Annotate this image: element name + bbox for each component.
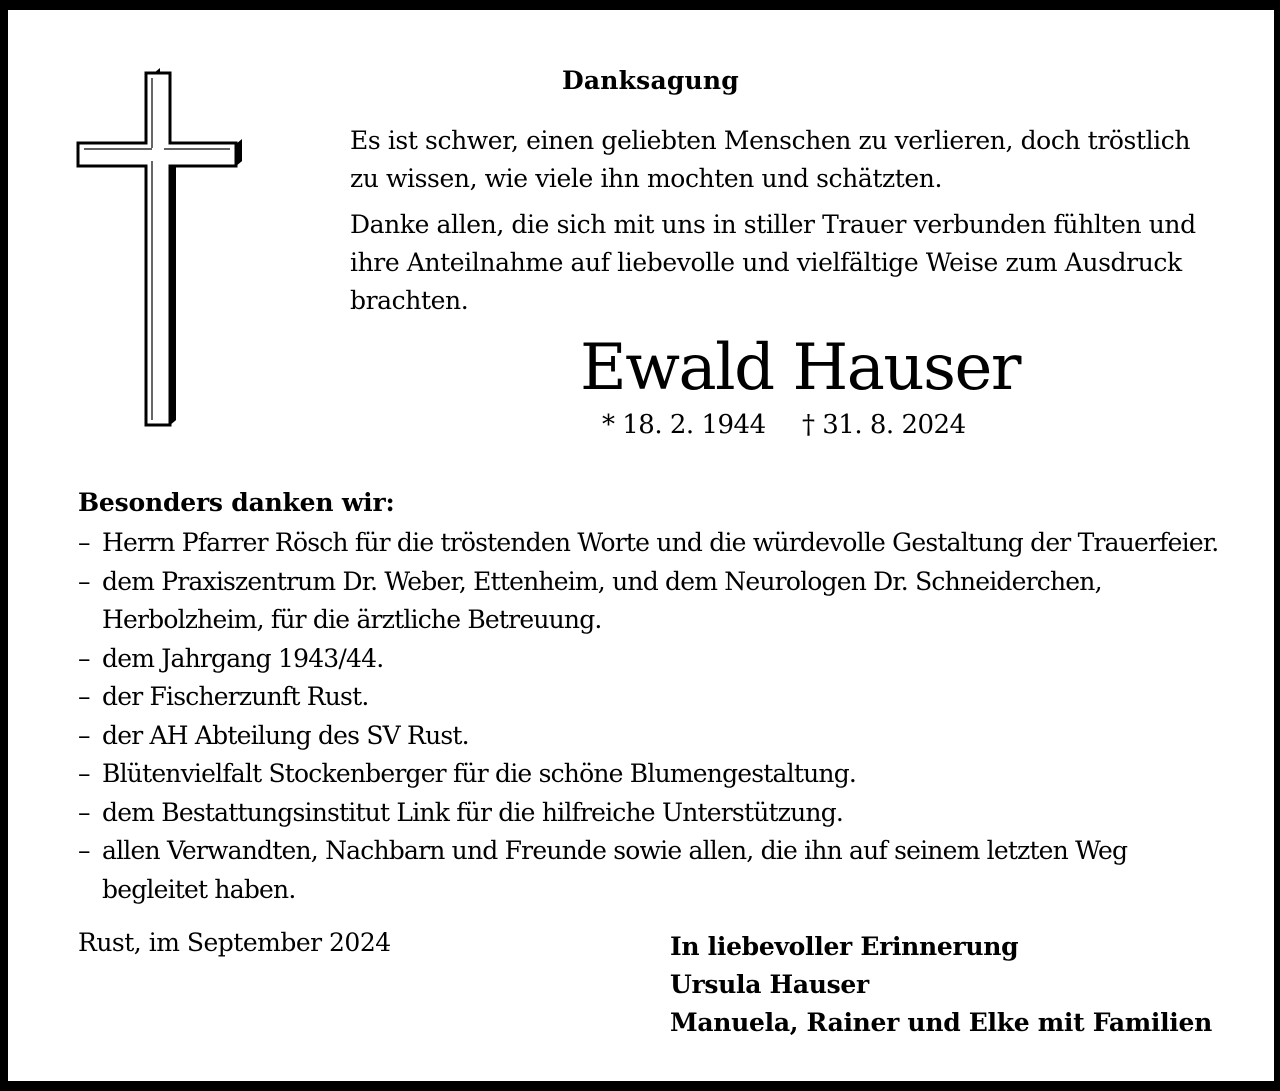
list-item — [78, 678, 1218, 717]
dash-marker: – — [78, 528, 90, 557]
dash-marker: – — [78, 643, 90, 673]
signature-block — [670, 928, 1212, 1042]
thanks-title: Besonders danken wir: — [78, 488, 395, 517]
death-date: † 31. 8. 2024 — [802, 410, 966, 440]
dash-marker: – — [78, 836, 90, 865]
list-item-text: dem Praxiszentrum Dr. Weber, Ettenheim, und dem Neurologen Dr. Schneiderchen, Herbolzheim, für die ärztliche Betreuung. — [102, 566, 1102, 634]
place-date: Rust, im September 2024 — [78, 928, 391, 957]
list-item-text: dem Jahrgang 1943/44. — [102, 643, 384, 673]
dash-marker: – — [78, 682, 90, 711]
list-item-text: Blütenvielfalt Stockenberger für die schöne Blumengestaltung. — [102, 759, 857, 788]
list-item-text: dem Bestattungsinstitut Link für die hilfreiche Unterstützung. — [102, 797, 844, 827]
list-item-text: der Fischerzunft Rust. — [102, 682, 369, 711]
intro-paragraph: Es ist schwer, einen geliebten Menschen zu verlieren, doch tröstlich zu wissen, wie viele ihn mochten und schätzten. — [350, 126, 1191, 193]
heading: Danksagung — [562, 66, 739, 95]
deceased-name: Ewald Hauser — [580, 331, 1020, 405]
list-item — [78, 563, 1218, 640]
thanks-list — [78, 524, 1218, 909]
list-item — [78, 640, 1218, 679]
dash-marker: – — [78, 566, 90, 596]
intro-paragraph: Danke allen, die sich mit uns in stiller Trauer verbunden fühlten und ihre Anteilnahme auf liebevolle und vielfältige Weise zum Ausdruck brachten. — [350, 210, 1196, 315]
birth-date: * 18. 2. 1944 — [602, 410, 766, 440]
list-item-text: der AH Abteilung des SV Rust. — [102, 720, 469, 750]
signature-line: In liebevoller Erinnerung — [670, 932, 1019, 961]
dash-marker: – — [78, 759, 90, 788]
list-item — [78, 832, 1218, 909]
list-item — [78, 794, 1218, 833]
signature-line: Ursula Hauser — [670, 970, 869, 999]
cross-icon — [72, 68, 252, 438]
list-item — [78, 717, 1218, 756]
list-item-text: allen Verwandten, Nachbarn und Freunde sowie allen, die ihn auf seinem letzten Weg begleitet haben. — [102, 836, 1128, 904]
dash-marker: – — [78, 797, 90, 827]
signature-line: Manuela, Rainer und Elke mit Familien — [670, 1008, 1212, 1037]
dash-marker: – — [78, 720, 90, 750]
list-item-text: Herrn Pfarrer Rösch für die tröstenden Worte und die würdevolle Gestaltung der Trauerfeier. — [102, 528, 1219, 557]
list-item — [78, 524, 1218, 563]
list-item — [78, 755, 1218, 794]
